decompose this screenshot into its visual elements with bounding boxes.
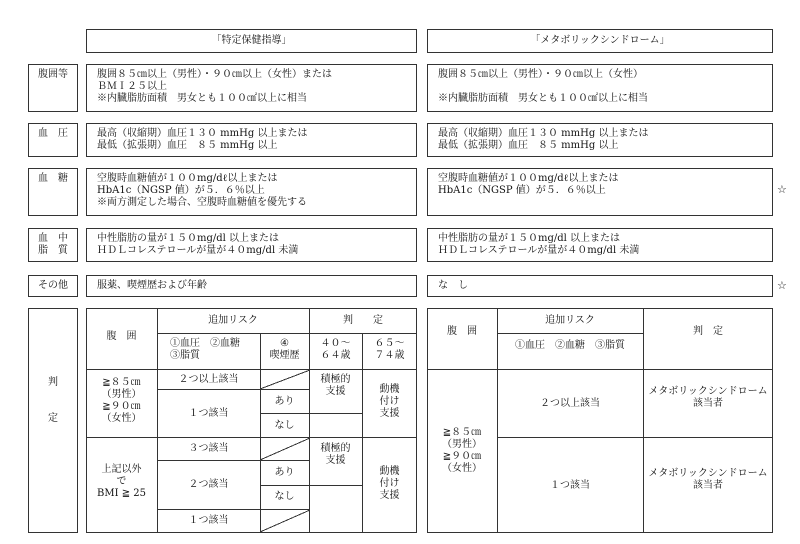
active-support: 積極的 支援 [320,374,351,397]
criteria-text: 服薬、喫煙歴および年齢 [97,280,207,291]
star-mark: ☆ [777,279,787,292]
risk-subheader: ①血圧 ②血糖 ③脂質 [515,340,625,351]
risk-row: ２つ該当 [188,479,229,490]
motivational-support: 動機 付け 支援 [379,466,400,501]
age-40-64: ４０～ ６４歳 [320,338,351,361]
risk-row: ３つ該当 [188,443,229,454]
smoking-header: ④ 喫煙歴 [269,338,300,361]
row-label-text: 血 糖 [38,173,68,184]
criteria-text: 中性脂肪の量が１５０mg/dl 以上または ＨＤＬコレステロールが量が４０mg/dl 未満 [438,233,640,256]
risk-row: ２つ以上該当 [540,398,600,409]
row-label-text: 血 中 脂 質 [38,233,68,256]
smoking-yes: あり [274,467,295,478]
criteria-text: 腹囲８５㎝以上（男性）・９０㎝以上（女性）または ＢＭＩ２５以上 ※内臓脂肪面積 男女とも１００㎠以上に相当 [97,69,332,104]
row-label-text: 血 圧 [38,128,68,139]
age-65-74: ６５～ ７４歳 [374,338,405,361]
row-label-text: その他 [38,280,68,291]
criteria-text: 腹囲８５㎝以上（男性）・９０㎝以上（女性） ※内臓脂肪面積 男女とも１００㎠以上に相当 [438,69,648,104]
criteria-text: 空腹時血糖値が１００mg/dℓ以上または HbA1c（NGSP 値）が５．６％以上 [438,173,619,196]
waist-criteria-1: ≧８５㎝ （男性） ≧９０㎝ （女性） [101,377,142,424]
judge-header: 判 定 [693,326,723,337]
risk-row: ２つ以上該当 [178,374,239,385]
waist-header: 腹 囲 [106,331,137,342]
smoking-no: なし [274,491,295,502]
active-support: 積極的 支援 [320,443,351,466]
risk-row: １つ該当 [188,408,229,419]
header-left-title: 「特定保健指導」 [211,35,292,46]
criteria-text: 中性脂肪の量が１５０mg/dl 以上または ＨＤＬコレステロールが量が４０mg/dl 未満 [97,233,299,256]
row-label-text: 腹囲等 [38,69,68,80]
criteria-text: な し [438,280,468,291]
judge-header: 判 定 [343,315,383,326]
smoking-yes: あり [274,396,295,407]
waist-criteria: ≧８５㎝ （男性） ≧９０㎝ （女性） [442,427,482,474]
smoking-no: なし [274,420,295,431]
risk-header: 追加リスク [208,315,258,326]
criteria-text: 空腹時血糖値が１００mg/dℓ以上または HbA1c（NGSP 値）が５．６％以上 ※両方測定した場合、空腹時血糖値を優先する [97,173,307,208]
header-right-title: 「メタボリックシンドローム」 [530,35,670,46]
star-mark: ☆ [777,183,787,196]
waist-header: 腹 囲 [447,326,477,337]
motivational-support: 動機 付け 支援 [379,384,400,419]
judgement-label: 判 定 [48,377,58,424]
risk-row: １つ該当 [188,515,229,526]
criteria-text: 最高（収縮期）血圧１３０ mmHg 以上または 最低（拡張期）血圧 ８５ mmHg 以上 [438,128,649,151]
metabolic-result: メタボリックシンドローム 該当者 [648,468,768,491]
metabolic-result: メタボリックシンドローム 該当者 [648,386,768,409]
risk-row: １つ該当 [550,480,590,491]
criteria-text: 最高（収縮期）血圧１３０ mmHg 以上または 最低（拡張期）血圧 ８５ mmHg 以上 [97,128,308,151]
risk-header: 追加リスク [545,315,595,326]
risk-subheader: ①血圧 ②血糖 ③脂質 [170,338,240,361]
waist-criteria-2: 上記以外 で BMI ≧ 25 [97,464,146,499]
